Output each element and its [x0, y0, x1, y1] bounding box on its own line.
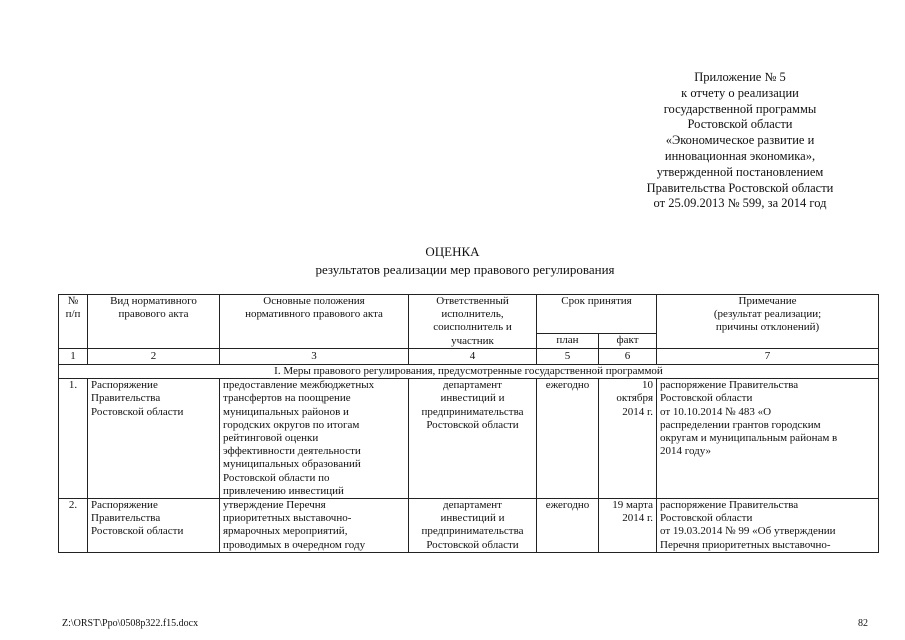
appendix-line: Ростовской области: [687, 117, 793, 132]
header-plan: план: [537, 334, 599, 349]
document-title: ОЦЕНКА: [425, 244, 480, 259]
table-row: [59, 379, 879, 499]
document-subtitle: результатов реализации мер правового регулирования: [315, 262, 615, 277]
section-title: I. Меры правового регулирования, предусмотренные государственной программой: [59, 365, 879, 379]
row-num: 1.: [59, 379, 88, 499]
header-provisions: Основные положения нормативного правового акта: [220, 295, 409, 349]
row-act-type: Распоряжение Правительства Ростовской области: [88, 379, 220, 499]
appendix-line: утвержденной постановлением: [656, 164, 824, 179]
col-number: 3: [220, 348, 409, 364]
header-term: Срок принятия: [537, 295, 657, 334]
header-act-type: Вид нормативного правового акта: [88, 295, 220, 349]
file-path: Z:\ORST\Ppo\0508p322.f15.docx: [62, 618, 199, 629]
assessment-table: [58, 294, 879, 553]
page-number: 82: [858, 618, 868, 629]
row-note: распоряжение Правительства Ростовской области от 19.03.2014 № 99 «Об утверждении Перечня приоритетных выставочно-: [657, 499, 879, 553]
table-row: [59, 499, 879, 553]
row-note: распоряжение Правительства Ростовской области от 10.10.2014 № 483 «О распределении грантов городским округам и муниципальным районам в 2014 году»: [657, 379, 879, 499]
header-row: [59, 295, 879, 334]
header-fact: факт: [599, 334, 657, 349]
header-note: Примечание (результат реализации; причины отклонений): [657, 295, 879, 349]
section-row: [59, 365, 879, 379]
row-num: 2.: [59, 499, 88, 553]
row-executor: департамент инвестиций и предпринимательства Ростовской области: [409, 379, 537, 499]
appendix-line: Приложение № 5: [694, 70, 786, 84]
appendix-block: [620, 70, 860, 212]
appendix-line: «Экономическое развитие и: [665, 133, 815, 148]
appendix-line: к отчету о реализации: [681, 85, 799, 100]
row-fact: 19 марта 2014 г.: [599, 499, 657, 553]
appendix-line: инновационная экономика»,: [664, 148, 816, 163]
col-number: 1: [59, 348, 88, 364]
header-executor: Ответственный исполнитель, соисполнитель и участник: [409, 295, 537, 349]
col-number: 7: [657, 348, 879, 364]
appendix-line: от 25.09.2013 № 599, за 2014 год: [653, 196, 827, 211]
col-number: 5: [537, 348, 599, 364]
column-number-row: [59, 348, 879, 364]
col-number: 2: [88, 348, 220, 364]
appendix-line: государственной программы: [663, 101, 817, 116]
row-plan: ежегодно: [537, 379, 599, 499]
row-provisions: предоставление межбюджетных трансфертов на поощрение муниципальных районов и городских округов по итогам рейтинговой оценки эффективности деятельности муниципальных образований Ростовской области по привлечению инвестиций: [220, 379, 409, 499]
header-num: № п/п: [59, 295, 88, 349]
row-plan: ежегодно: [537, 499, 599, 553]
row-executor: департамент инвестиций и предпринимательства Ростовской области: [409, 499, 537, 553]
col-number: 4: [409, 348, 537, 364]
row-act-type: Распоряжение Правительства Ростовской области: [88, 499, 220, 553]
appendix-line: Правительства Ростовской области: [646, 180, 834, 195]
row-fact: 10 октября 2014 г.: [599, 379, 657, 499]
col-number: 6: [599, 348, 657, 364]
row-provisions: утверждение Перечня приоритетных выставочно- ярмарочных мероприятий, проводимых в очередном году: [220, 499, 409, 553]
